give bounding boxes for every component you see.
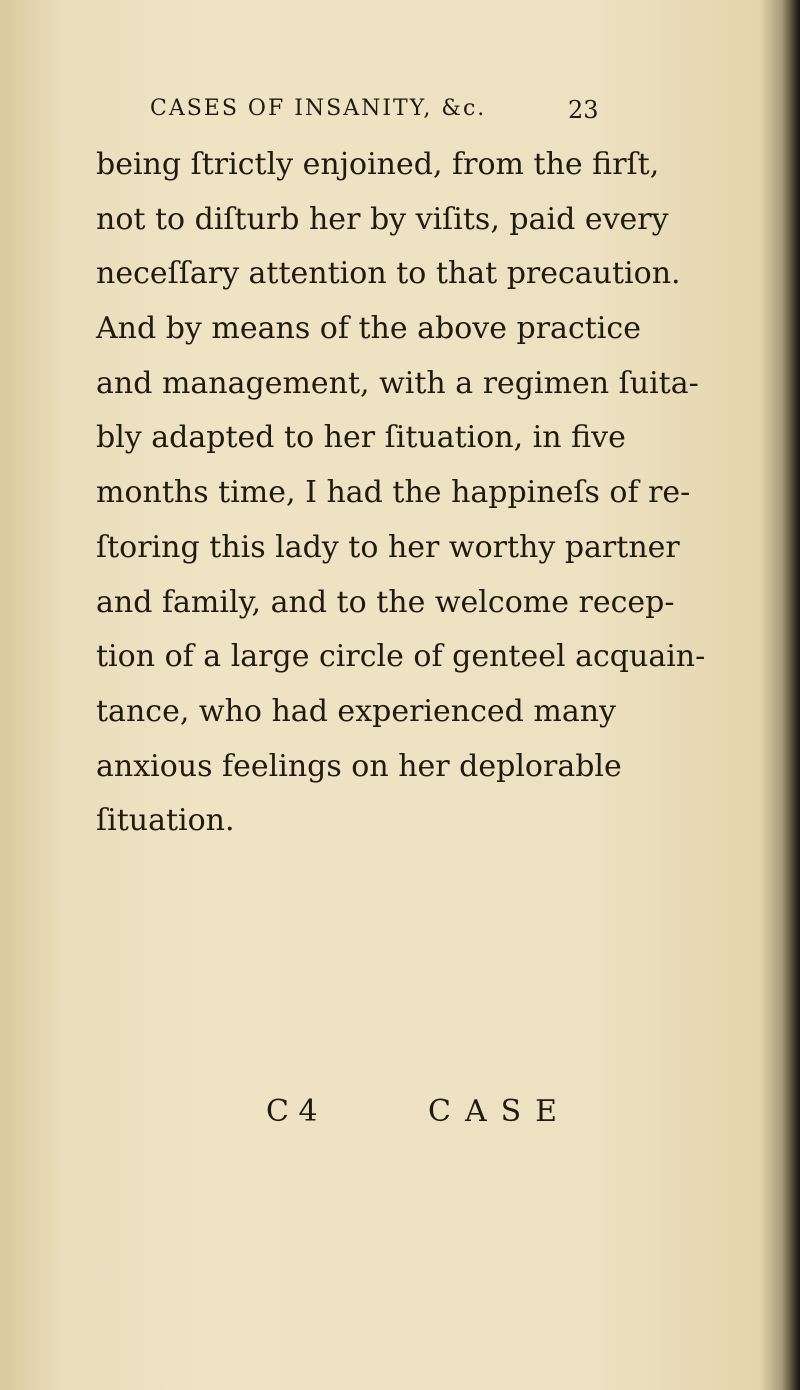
signature-mark: C 4 [266,1094,318,1129]
text-line: anxious feelings on her deplorable [96,748,622,784]
text-line: months time, I had the happineſs of re- [96,475,691,511]
text-line: ſituation. [96,803,235,839]
running-title: CASES OF INSANITY, &c. [150,96,487,121]
text-line: bly adapted to her ſituation, in five [96,420,626,456]
text-line: not to diſturb her by viſits, paid every [96,201,669,237]
text-line: and family, and to the welcome recep- [96,584,675,620]
catchword: CASE [428,1094,572,1129]
text-line: ſtoring this lady to her worthy partner [96,529,680,565]
text-line: being ſtrictly enjoined, from the firſt, [96,147,660,182]
body-text [96,138,706,849]
text-line: and management, with a regimen ſuita- [96,365,699,401]
text-line: And by means of the above practice [96,311,641,347]
page-header [150,96,630,124]
spine-shadow [782,0,800,1390]
text-line: tance, who had experienced many [96,693,616,729]
page-number: 23 [568,96,599,124]
text-line: neceſſary attention to that precaution. [96,256,681,292]
text-line: tion of a large circle of genteel acquain- [96,639,706,675]
